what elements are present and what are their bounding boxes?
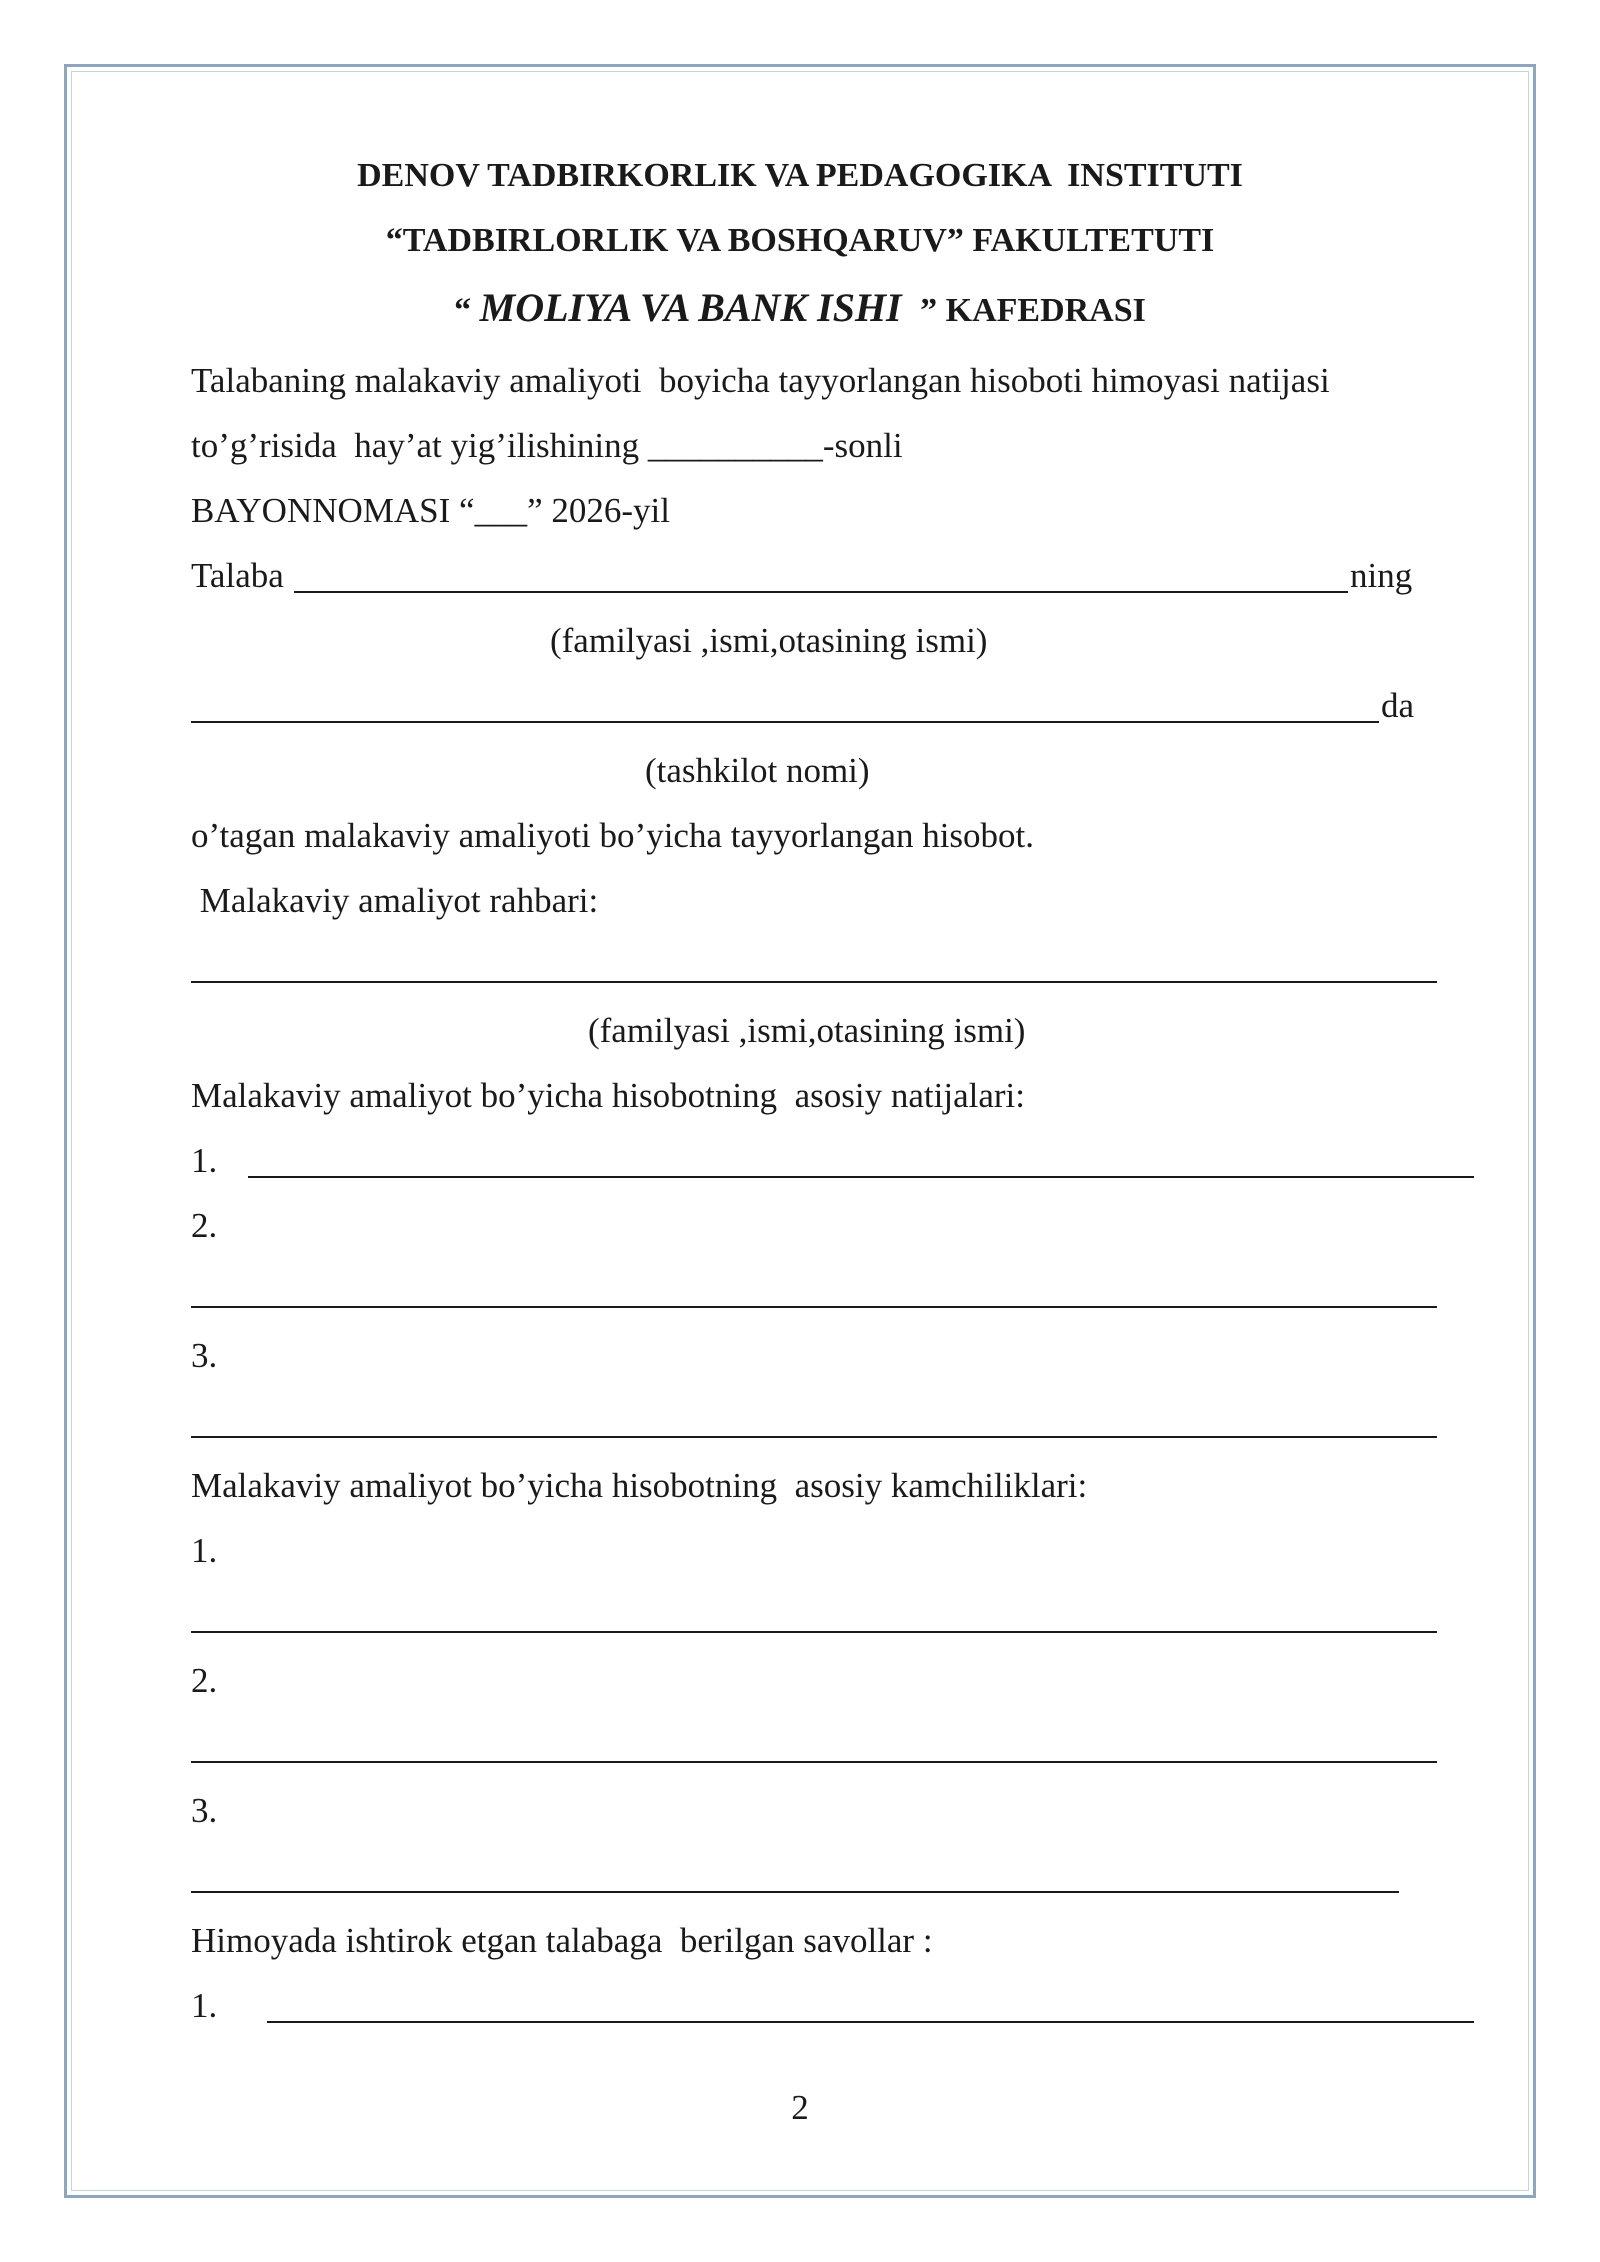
questions-item-1-number: 1. [191,1986,218,2025]
shortcomings-heading: Malakaviy amaliyot bo’yicha hisobotning asosiy kamchiliklari: [191,1466,1088,1505]
page-number: 2 [791,2088,809,2127]
supervisor-name-blank[interactable] [191,981,1437,983]
questions-item-1-blank[interactable] [267,2021,1474,2023]
shortcomings-item-3-blank[interactable] [191,1891,1399,1893]
supervisor-name-caption: (familyasi ,ismi,otasining ismi) [588,1011,1026,1050]
supervisor-label: Malakaviy amaliyot rahbari: [191,881,599,920]
student-label: Talaba [191,556,284,595]
student-name-blank[interactable] [294,591,1348,593]
shortcomings-item-1-blank[interactable] [191,1631,1437,1633]
department-quote-open: “ [454,292,480,329]
intro-line-2: to’g’risida hay’at yig’ilishining __________-sonli [191,426,903,465]
faculty-title: “TADBIRLORLIK VA BOSHQARUV” FAKULTETUTI [385,222,1215,259]
results-item-2-blank[interactable] [191,1306,1437,1308]
shortcomings-item-3-number: 3. [191,1791,218,1830]
results-heading: Malakaviy amaliyot bo’yicha hisobotning asosiy natijalari: [191,1076,1025,1115]
results-item-3-blank[interactable] [191,1436,1437,1438]
results-item-2-number: 2. [191,1206,218,1245]
student-suffix: ning [1350,556,1413,595]
results-item-1-number: 1. [191,1141,218,1180]
department-title [0,285,1600,331]
shortcomings-item-1-number: 1. [191,1531,218,1570]
shortcomings-item-2-number: 2. [191,1661,218,1700]
institute-title: DENOV TADBIRKORLIK VA PEDAGOGIKA INSTITUTI [357,157,1243,194]
results-item-1-blank[interactable] [248,1176,1474,1178]
shortcomings-item-2-blank[interactable] [191,1761,1437,1763]
organization-blank[interactable] [191,721,1379,723]
organization-caption: (tashkilot nomi) [645,751,870,790]
department-suffix: ” KAFEDRASI [911,292,1146,329]
protocol-line: BAYONNOMASI “___” 2026-yil [191,491,670,530]
department-name: MOLIYA VA BANK ISHI [479,285,912,330]
organization-suffix: da [1381,686,1415,725]
results-item-3-number: 3. [191,1336,218,1375]
questions-heading: Himoyada ishtirok etgan talabaga berilgan savollar : [191,1921,933,1960]
student-name-caption: (familyasi ,ismi,otasining ismi) [550,621,988,660]
report-line: o’tagan malakaviy amaliyoti bo’yicha tayyorlangan hisobot. [191,816,1035,855]
intro-line-1: Talabaning malakaviy amaliyoti boyicha tayyorlangan hisoboti himoyasi natijasi [191,361,1330,400]
